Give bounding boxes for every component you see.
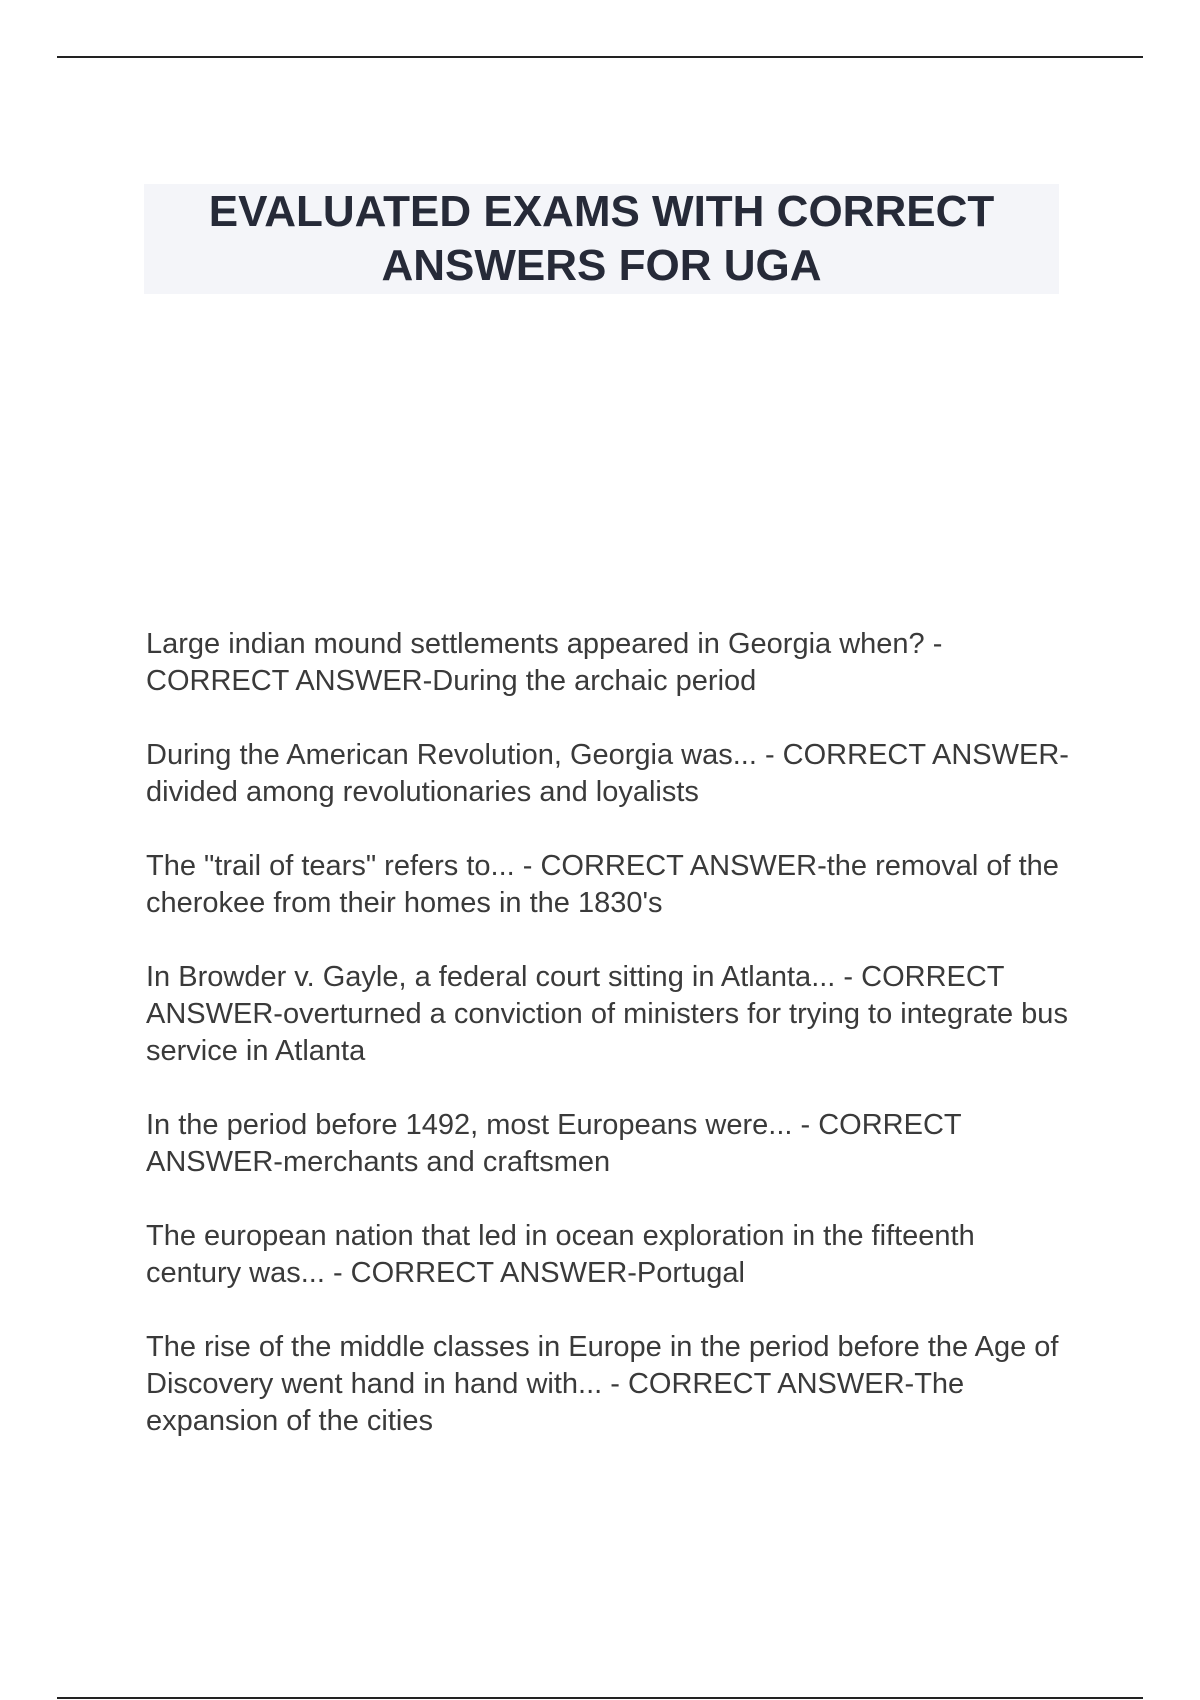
qa-item: The european nation that led in ocean exploration in the fifteenth century was... - CORRECT ANSWER-Portugal [146,1220,975,1289]
page-title: EVALUATED EXAMS WITH CORRECT ANSWERS FOR UGA [208,187,995,290]
bottom-divider [57,1697,1143,1699]
top-divider [57,56,1143,58]
qa-item: In Browder v. Gayle, a federal court sitting in Atlanta... - CORRECT ANSWER-overturned a conviction of ministers for trying to integrate bus service in Atlanta [146,961,1068,1067]
qa-item: The rise of the middle classes in Europe in the period before the Age of Discovery went hand in hand with... - CORRECT ANSWER-The expansion of the cities [146,1331,1059,1437]
qa-item: The "trail of tears" refers to... - CORRECT ANSWER-the removal of the cherokee from their homes in the 1830's [146,850,1059,919]
qa-item: During the American Revolution, Georgia was... - CORRECT ANSWER-divided among revolutionaries and loyalists [146,739,1069,808]
qa-item: Large indian mound settlements appeared in Georgia when? - CORRECT ANSWER-During the archaic period [146,628,943,697]
qa-list [146,626,1076,1477]
qa-item: In the period before 1492, most Europeans were... - CORRECT ANSWER-merchants and craftsmen [146,1109,962,1178]
title-banner [144,184,1059,294]
